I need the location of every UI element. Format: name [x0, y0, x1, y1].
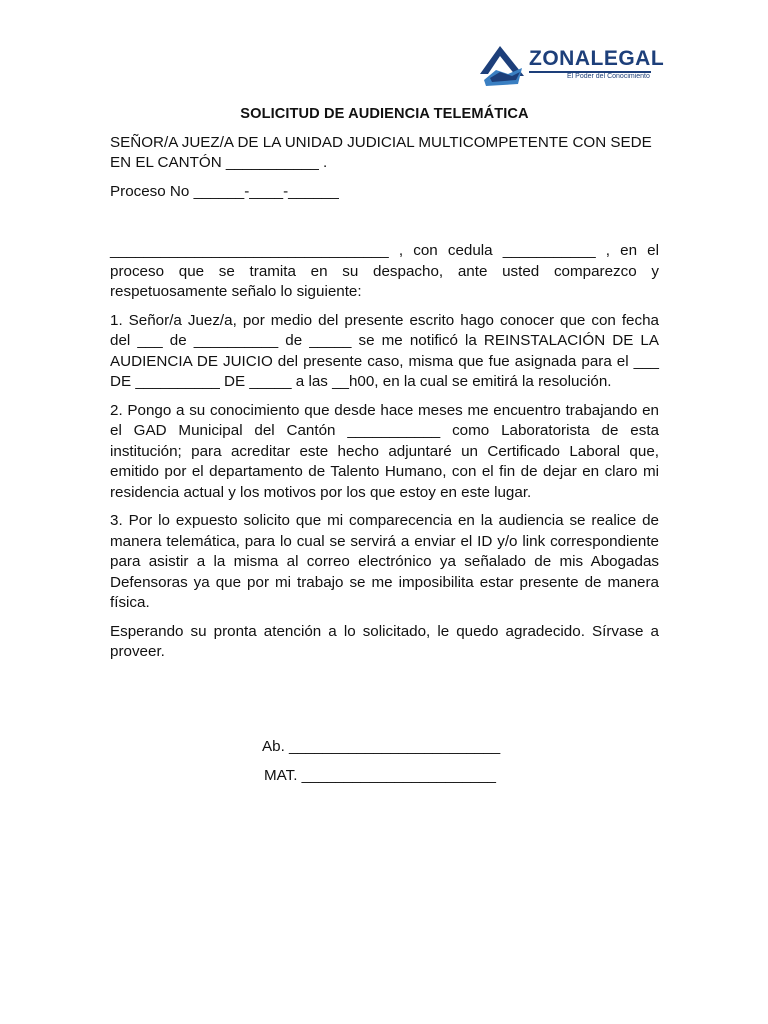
zonalegal-logo — [478, 44, 665, 92]
process-number: Proceso No ______-____-______ — [110, 182, 339, 200]
document-body — [110, 104, 659, 671]
signature-lawyer-line: Ab. _________________________ — [262, 738, 501, 755]
document-title: SOLICITUD DE AUDIENCIA TELEMÁTICA — [240, 106, 529, 122]
signature-registration-line: MAT. _______________________ — [264, 767, 496, 784]
paragraph-3: 3. Por lo expuesto solicito que mi comparecencia en la audiencia se realice de manera telemática, para lo cual se servirá a enviar el ID y/o link correspondiente para asistir a la misma al correo electrónico ya señalado de mis Abogadas Defensoras ya que por mi trabajo se me imposibilita estar presente de manera física. — [110, 512, 659, 611]
paragraph-2: 2. Pongo a su conocimiento que desde hace meses me encuentro trabajando en el GAD Municipal del Cantón ___________ como Laboratorista de esta institución; para acreditar este hecho adjuntaré un Certificado Laboral que, emitido por el departamento de Talento Humano, con el fin de dejar en claro mi residencia actual y los motivos por los que estoy en este lugar. — [110, 401, 659, 501]
salutation: SEÑOR/A JUEZ/A DE LA UNIDAD JUDICIAL MULTICOMPETENTE CON SEDE EN EL CANTÓN ___________ . — [110, 133, 652, 171]
zonalegal-emblem-icon — [478, 44, 526, 88]
paragraph-1: 1. Señor/a Juez/a, por medio del presente escrito hago conocer que con fecha del ___ de __________ de _____ se me notificó la REINSTALACIÓN DE LA AUDIENCIA DE JUICIO del presente caso, misma que fue asignada para el ___ DE __________ DE _____ a las __h00, en la cual se emitirá la resolución. — [110, 311, 659, 390]
closing-paragraph: Esperando su pronta atención a lo solicitado, le quedo agradecido. Sírvase a proveer. — [110, 622, 659, 660]
logo-tagline: El Poder del Conocimiento — [567, 73, 650, 80]
logo-brand-name: ZONALEGAL — [529, 47, 665, 70]
intro-paragraph: _________________________________ , con cedula ___________ , en el proceso que se tramita en su despacho, ante usted comparezco y respetuosamente señalo lo siguiente: — [110, 242, 659, 300]
